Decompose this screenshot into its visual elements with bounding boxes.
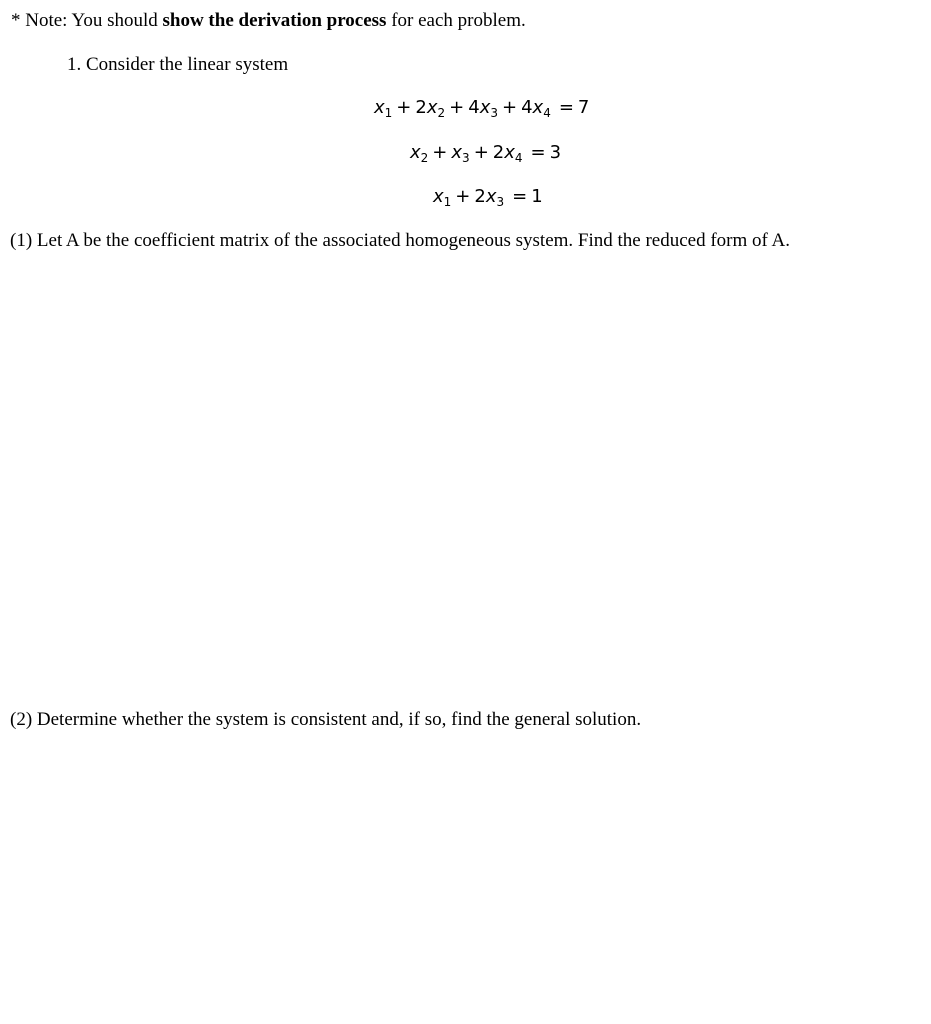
note-emphasis: show the derivation process (162, 10, 387, 31)
eq2-coef-x4: 2 (492, 142, 505, 163)
problem-part-1: (1) Let A be the coefficient matrix of the associated homogeneous system. Find the reduced form of A. (10, 230, 791, 251)
equation-3: $x_1 + 2x_3 = 1$ (433, 186, 543, 209)
note-suffix: for each problem. (386, 10, 526, 31)
eq1-rhs: 7 (577, 97, 590, 118)
eq1-coef-x2: 2 (415, 97, 427, 118)
eq1-coef-x4: 4 (521, 97, 533, 118)
eq3-coef-x3: 2 (474, 186, 486, 207)
eq2-rhs: 3 (549, 142, 562, 163)
problem-part-2: (2) Determine whether the system is consistent and, if so, find the general solution. (10, 709, 642, 730)
equation-1: $x_1 + 2x_2 + 4x_3 + 4x_4 = 7$ (374, 97, 590, 120)
problem-title: 1. Consider the linear system (67, 54, 289, 75)
note-prefix: * Note: You should (11, 10, 163, 31)
instruction-note (11, 9, 526, 33)
eq1-coef-x3: 4 (468, 97, 480, 118)
equation-2: $x_2 + x_3 + 2x_4 = 3$ (410, 142, 562, 165)
eq3-rhs: 1 (531, 186, 543, 207)
